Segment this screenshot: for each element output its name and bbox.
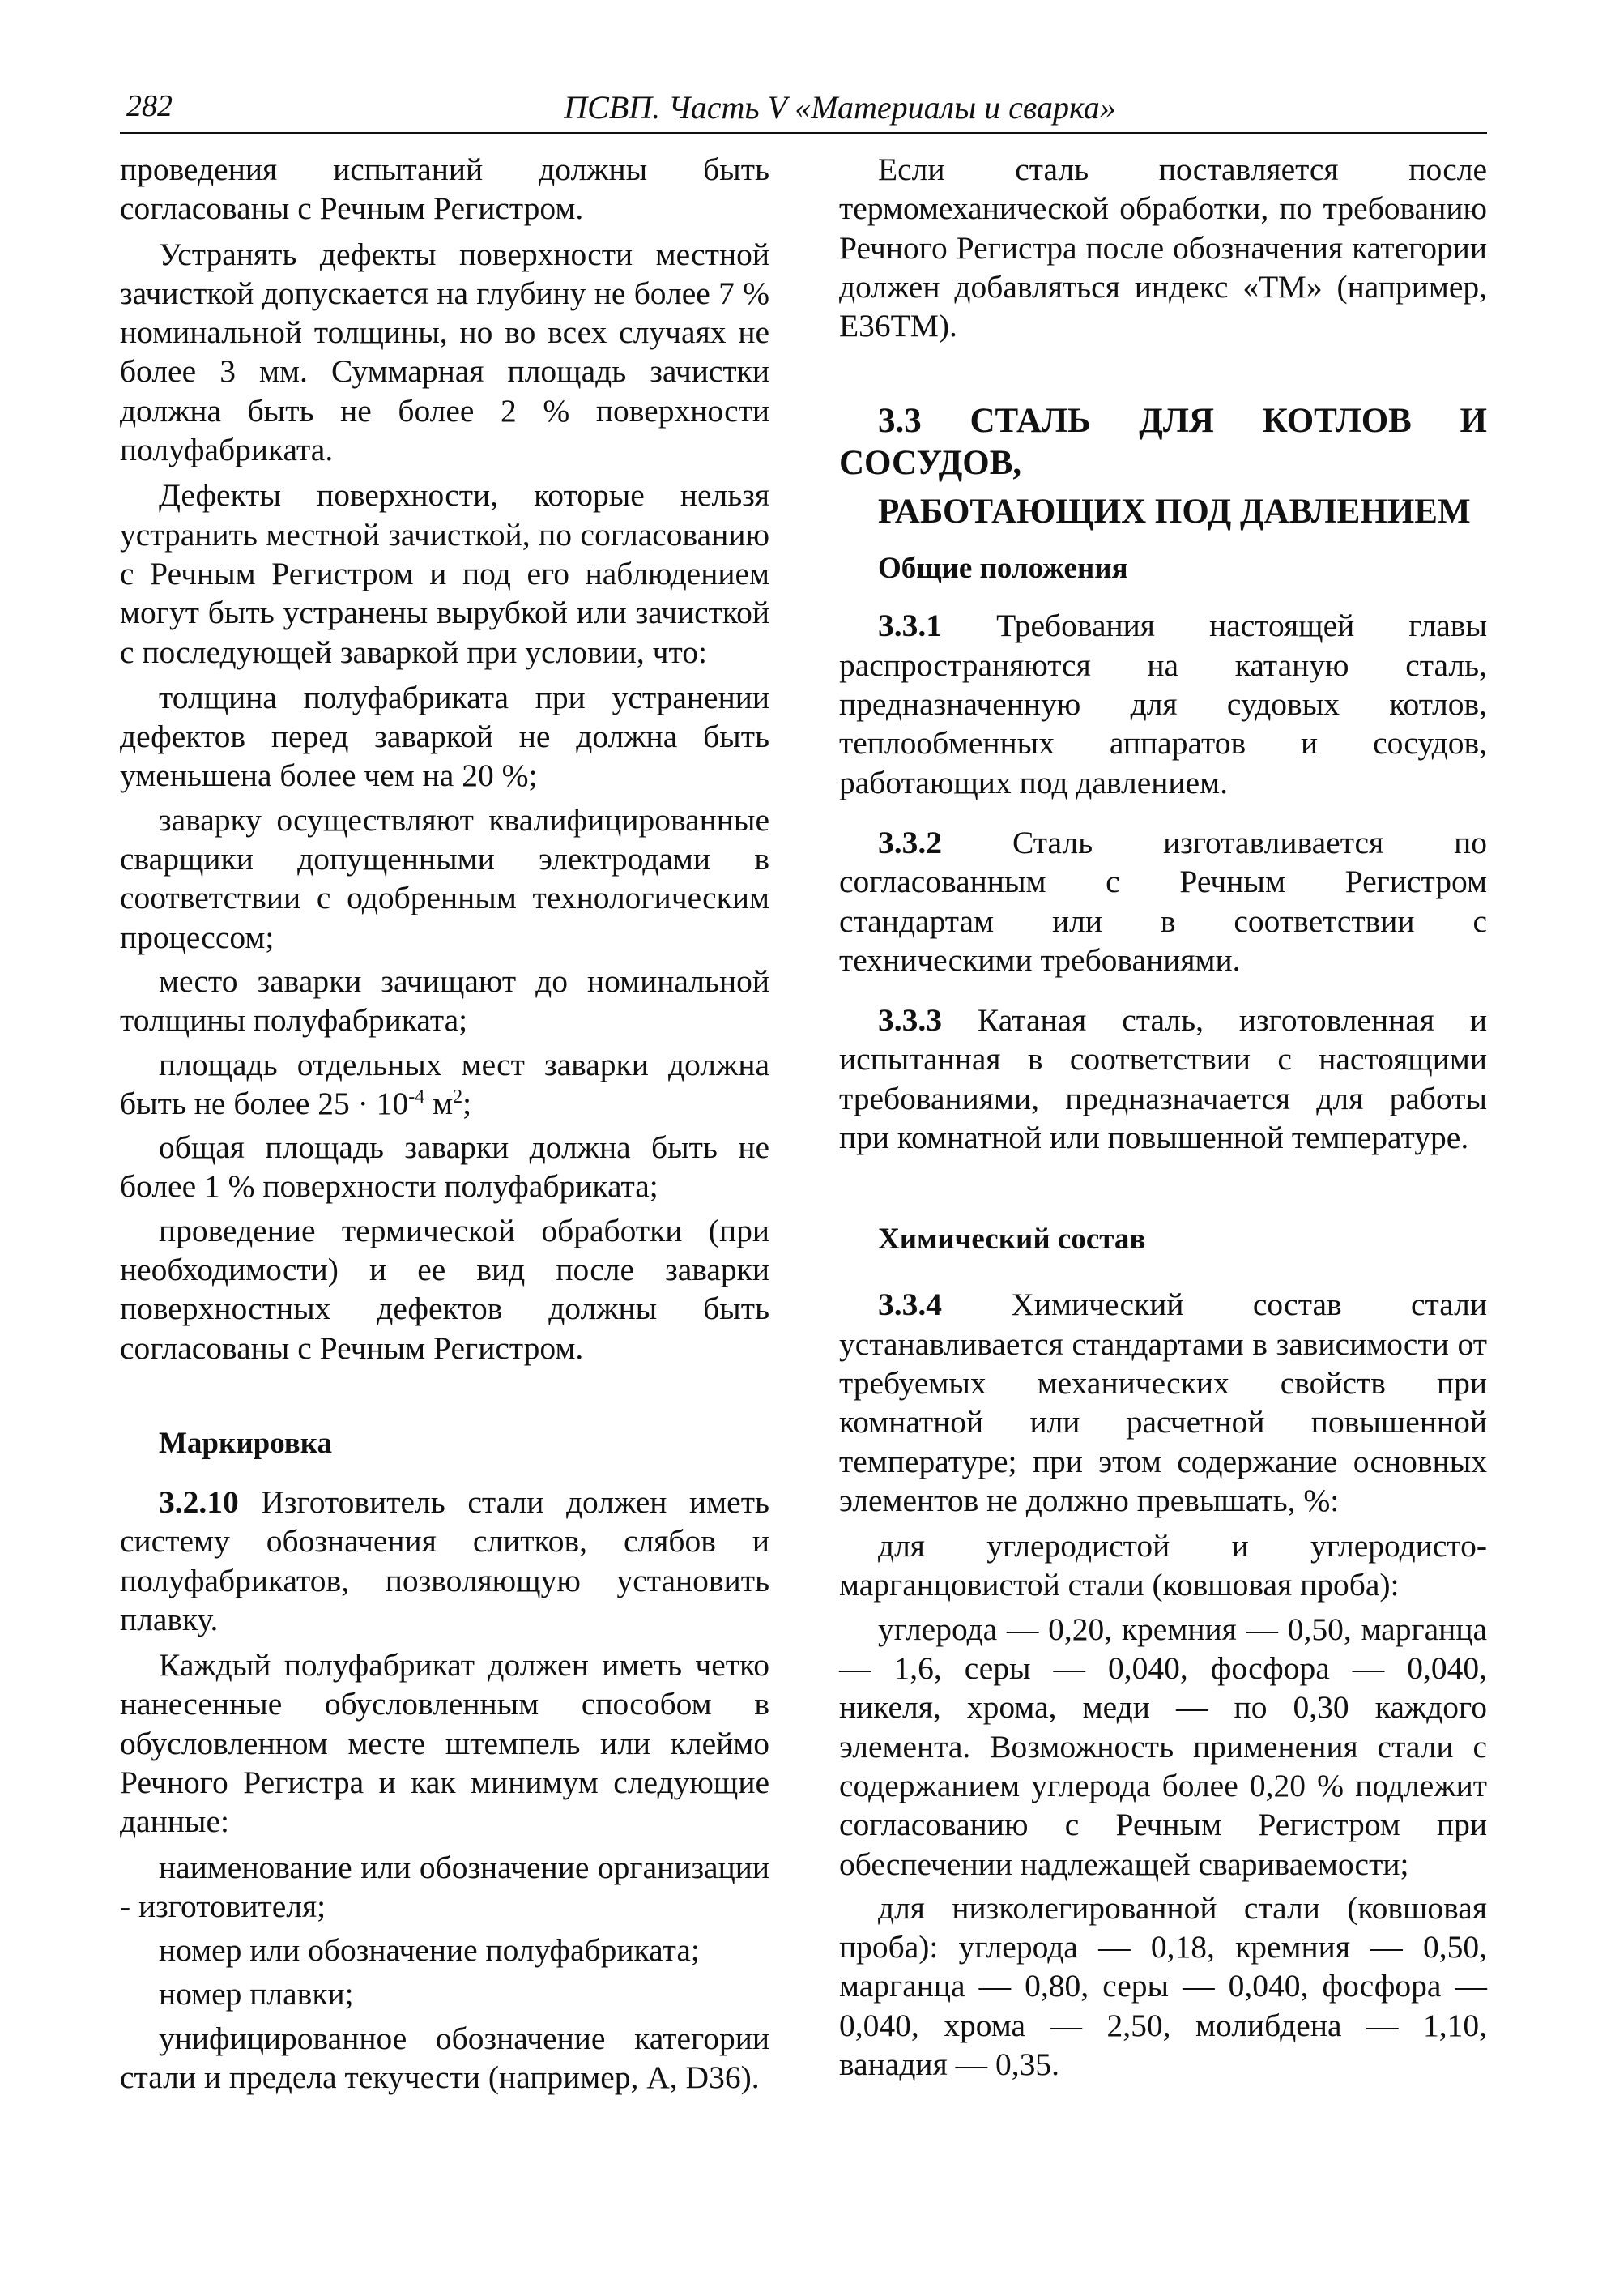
- clause-paragraph: [839, 606, 1487, 801]
- paragraph: Дефекты поверхности, которые нельзя устранить местной зачисткой, по согласованию с Речным Регистром и под его наблюдением могут быть устранены вырубкой или зачисткой с последующей заваркой при условии, что:: [120, 477, 769, 670]
- section-title: 3.3 СТАЛЬ ДЛЯ КОТЛОВ И СОСУДОВ,: [839, 402, 1487, 483]
- list-item: унифицированное обозначение категории стали и предела текучести (например, A, D36).: [120, 2020, 769, 2096]
- page-header: [120, 85, 1487, 134]
- unit-text: м: [424, 1085, 454, 1121]
- section-heading: Маркировка: [159, 1426, 333, 1460]
- list-item: номер или обозначение полуфабриката;: [159, 1932, 700, 1969]
- area-text: площадь отдельных мест заварки должна быть не более 25 · 10: [120, 1046, 769, 1121]
- clause-number: 3.2.10: [159, 1483, 239, 1520]
- list-item: [120, 1045, 769, 1124]
- clause-number: 3.3.1: [878, 608, 942, 644]
- paragraph: проведения испытаний должны быть согласованы с Речным Регистром.: [120, 152, 769, 227]
- paragraph: для углеродистой и углеродисто-марганцовистой стали (ковшовая проба):: [839, 1528, 1487, 1603]
- list-item: место заварки зачищают до номинальной толщины полуфабриката;: [120, 962, 769, 1039]
- clause-paragraph: [120, 1483, 769, 1639]
- page-number: 282: [126, 89, 173, 123]
- punctuation: ;: [462, 1085, 472, 1121]
- paragraph: углерода — 0,20, кремния — 0,50, марганца — 1,6, серы — 0,040, фосфора — 0,040, никеля, хрома, меди — по 0,30 каждого элемента. Возможность применения стали с содержанием углерода более 0,20 % подлежит согласованию с Речным Регистром при обеспечении надлежащей свариваемости;: [839, 1611, 1487, 1882]
- clause-text: Катаная сталь, изготовленная и испытанная в соответствии с настоящими требованиями, предназначается для работы при комнатной или повышенной температуре.: [839, 1002, 1487, 1156]
- list-item: номер плавки;: [159, 1976, 354, 2012]
- paragraph: Каждый полуфабрикат должен иметь четко нанесенные обусловленным способом в обусловленном месте штемпель или клеймо Речного Регистра и как минимум следующие данные:: [120, 1647, 769, 1840]
- list-item: проведение термической обработки (при необходимости) и ее вид после заварки поверхностных дефектов должны быть согласованы с Речным Регистром.: [120, 1212, 769, 1366]
- right-column: [839, 150, 1487, 2089]
- left-column: [120, 150, 769, 2102]
- clause-text: Изготовитель стали должен иметь систему обозначения слитков, слябов и полуфабрикатов, позволяющую установить плавку.: [120, 1483, 769, 1637]
- running-title: ПСВП. Часть V «Материалы и сварка»: [564, 89, 1116, 126]
- clause-text: Требования настоящей главы распространяются на катаную сталь, предназначенную для судовых котлов, теплообменных аппаратов и сосудов, работающих под давлением.: [839, 608, 1487, 800]
- list-item: толщина полуфабриката при устранении дефектов перед заваркой не должна быть уменьшена более чем на 20 %;: [120, 679, 769, 794]
- exponent: 2: [453, 1086, 463, 1107]
- clause-paragraph: [839, 1001, 1487, 1157]
- paragraph: Если сталь поставляется после термомеханической обработки, по требованию Речного Регистра после обозначения категории должен добавляться индекс «ТМ» (например, E36TM).: [839, 152, 1487, 344]
- clause-number: 3.3.3: [878, 1002, 942, 1039]
- clause-paragraph: [839, 1285, 1487, 1520]
- paragraph: для низколегированной стали (ковшовая проба): углерода — 0,18, кремния — 0,50, марганца — 0,80, серы — 0,040, фосфора — 0,040, хрома — 2,50, молибдена — 1,10, ванадия — 0,35.: [839, 1889, 1487, 2082]
- clause-number: 3.3.2: [878, 824, 942, 860]
- clause-paragraph: [839, 823, 1487, 979]
- exponent: -4: [408, 1086, 425, 1107]
- list-item: наименование или обозначение организации - изготовителя;: [120, 1849, 769, 1924]
- section-heading: Химический состав: [878, 1223, 1146, 1257]
- list-item: общая площадь заварки должна быть не более 1 % поверхности полуфабриката;: [120, 1129, 769, 1205]
- clause-text: Химический состав стали устанавливается стандартами в зависимости от требуемых механических свойств при комнатной или расчетной повышенной температуре; при этом содержание основных элементов не должно превышать, %:: [839, 1287, 1487, 1518]
- clause-number: 3.3.4: [878, 1287, 942, 1323]
- list-item: заварку осуществляют квалифицированные сварщики допущенными электродами в соответствии с одобренным технологическим процессом;: [120, 801, 769, 955]
- clause-text: Сталь изготавливается по согласованным с Речным Регистром стандартам или в соответствии с техническими требованиями.: [839, 824, 1487, 978]
- paragraph: Устранять дефекты поверхности местной зачисткой допускается на глубину не более 7 % номинальной толщины, но во всех случаях не более 3 мм. Суммарная площадь зачистки должна быть не более 2 % поверхности полуфабриката.: [120, 236, 769, 468]
- section-heading: Общие положения: [878, 552, 1128, 586]
- section-title: РАБОТАЮЩИХ ПОД ДАВЛЕНИЕМ: [878, 493, 1471, 531]
